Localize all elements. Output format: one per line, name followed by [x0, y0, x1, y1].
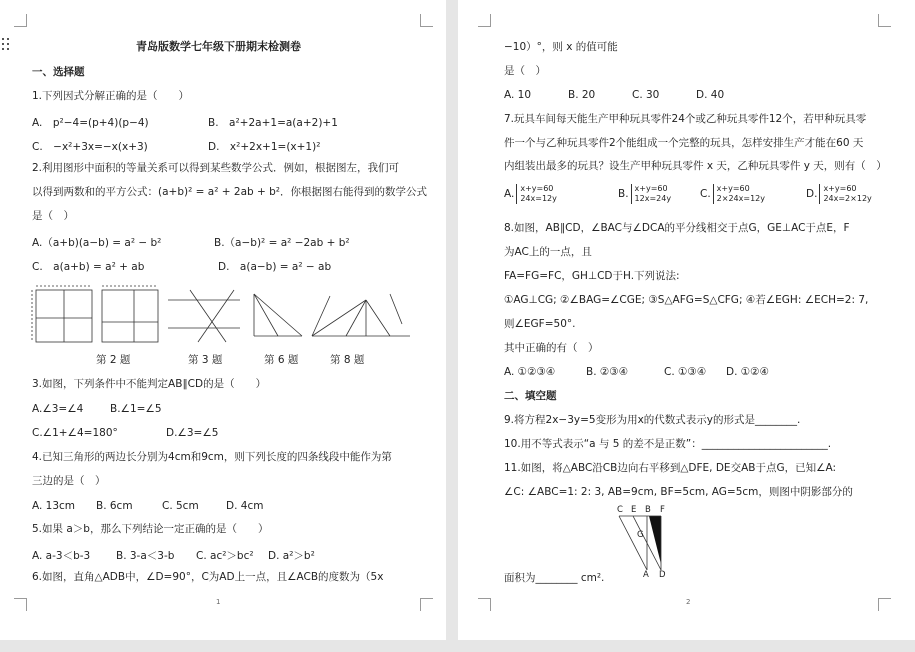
section-heading-fill: 二、填空题: [504, 390, 557, 402]
q7-option-letter: B.: [618, 188, 629, 200]
label-e: E: [631, 505, 637, 515]
label-g: G: [637, 530, 644, 540]
document-page-2: [458, 0, 915, 640]
label-b: B: [645, 505, 651, 515]
q6-option-c: C. 30: [632, 89, 660, 101]
figure-11: [613, 505, 673, 580]
crop-mark: [14, 598, 27, 611]
question-4-line-1: 4.已知三角形的两边长分别为4cm和9cm，则下列长度的四条线段中能作为第: [32, 451, 392, 463]
question-2-line-3: 是（ ）: [32, 210, 74, 222]
q1-option-b: B. a²+2a+1=a(a+2)+1: [208, 117, 338, 129]
q6-option-b: B. 20: [568, 89, 596, 101]
q5-option-b: B. 3-a＜3-b: [116, 550, 175, 562]
q7-eq2: 24x=2×12y: [823, 194, 872, 203]
q7-eq1: x+y=60: [823, 184, 857, 193]
shaded-region: [649, 516, 661, 564]
label-f: F: [660, 505, 665, 515]
q1-option-c: C. −x²+3x=−x(x+3): [32, 141, 148, 153]
q5-option-d: D. a²＞b²: [268, 550, 315, 562]
q7-eq2: 24x=12y: [520, 194, 557, 203]
q7-option-letter: A.: [504, 188, 515, 200]
q3-option-b: B.∠1=∠5: [110, 403, 162, 415]
question-9: 9.将方程2x−3y=5变形为用x的代数式表示y的形式是________.: [504, 414, 801, 426]
q5-option-c: C. ac²＞bc²: [196, 550, 254, 562]
q7-option-letter: C.: [700, 188, 711, 200]
q8-option-c: C. ①③④: [664, 366, 707, 378]
section-heading-choice: 一、选择题: [32, 66, 85, 78]
crop-mark: [420, 14, 433, 27]
q7-option-d: [806, 184, 872, 204]
q7-option-c: [700, 184, 765, 204]
figure-caption-2: 第 2 题: [96, 354, 131, 366]
q7-eq2: 12x=24y: [634, 194, 672, 203]
question-11-line-1: 11.如图，将△ABC沿CB边向右平移到△DFE, DE交AB于点G，已知∠A:: [504, 462, 837, 474]
question-8-line-3: FA=FG=FC，GH⊥CD于H.下列说法:: [504, 270, 680, 282]
q7-option-b: [618, 184, 671, 204]
drag-handle-icon[interactable]: [2, 38, 12, 52]
q2-option-d: D. a(a−b) = a² − ab: [218, 261, 332, 273]
q6-option-d: D. 40: [696, 89, 725, 101]
question-8-line-6: 其中正确的有（ ）: [504, 342, 599, 354]
page-number: 2: [686, 598, 691, 606]
document-page-1: [0, 0, 446, 640]
question-8-line-5: 则∠EGF=50°.: [504, 318, 576, 330]
q7-eq1: x+y=60: [520, 184, 554, 193]
q3-option-c: C.∠1+∠4=180°: [32, 427, 118, 439]
question-11-line-3: 面积为________ cm².: [504, 572, 605, 584]
crop-mark: [878, 598, 891, 611]
q8-option-d: D. ①②④: [726, 366, 769, 378]
question-10: 10.用不等式表示“a 与 5 的差不是正数”：________________________.: [504, 438, 832, 450]
q1-option-a: A. p²−4=(p+4)(p−4): [32, 117, 149, 129]
crop-mark: [478, 14, 491, 27]
figure-2-right: [102, 286, 158, 342]
question-7-line-2: 件一个与乙种玩具零件2个能组成一个完整的玩具，怎样安排生产才能在60 天: [504, 137, 864, 149]
question-3: 3.如图，下列条件中不能判定AB∥CD的是（ ）: [32, 378, 267, 390]
q4-option-a: A. 13cm: [32, 500, 76, 512]
figures-row: [30, 284, 420, 346]
question-7-line-1: 7.玩具车间每天能生产甲种玩具零件24个或乙种玩具零件12个，若甲种玩具零: [504, 113, 867, 125]
question-6-line-1: 6.如图，直角△ADB中，∠D=90°，C为AD上一点，且∠ACB的度数为（5x: [32, 571, 384, 583]
q8-option-a: A. ①②③④: [504, 366, 556, 378]
q7-eq1: x+y=60: [716, 184, 750, 193]
question-4-line-2: 三边的是（ ）: [32, 475, 106, 487]
question-6-continued: −10）°，则 x 的值可能: [504, 41, 618, 53]
q2-option-a: A.（a+b)(a−b) = a² − b²: [32, 237, 162, 249]
crop-mark: [420, 598, 433, 611]
q7-option-a: [504, 184, 557, 204]
figure-3-parallel-lines: [168, 290, 240, 342]
crop-mark: [878, 14, 891, 27]
label-d: D: [659, 570, 666, 580]
q4-option-c: C. 5cm: [162, 500, 199, 512]
crop-mark: [14, 14, 27, 27]
question-5: 5.如果 a＞b，那么下列结论一定正确的是（ ）: [32, 523, 269, 535]
document-title: 青岛版数学七年级下册期末检测卷: [136, 40, 301, 53]
question-7-line-3: 内组装出最多的玩具？设生产甲种玩具零件 x 天，乙种玩具零件 y 天，则有（ ）: [504, 160, 887, 172]
q5-option-a: A. a-3＜b-3: [32, 550, 91, 562]
q7-option-letter: D.: [806, 188, 818, 200]
question-8-line-4: ①AG⊥CG; ②∠BAG=∠CGE; ③S△AFG=S△CFG; ④若∠EGH: ∠ECH=2: 7,: [504, 294, 869, 306]
figure-2-left: [32, 286, 92, 342]
crop-mark: [478, 598, 491, 611]
page-number: 1: [216, 598, 221, 606]
question-2-line-1: 2.利用图形中面积的等量关系可以得到某些数学公式．例如，根据图左，我们可: [32, 162, 400, 174]
q2-option-b: B.（a−b)² = a² −2ab + b²: [214, 237, 350, 249]
figure-caption-3: 第 3 题: [188, 354, 223, 366]
q8-option-b: B. ②③④: [586, 366, 629, 378]
question-8-line-1: 8.如图，AB∥CD，∠BAC与∠DCA的平分线相交于点G，GE⊥AC于点E，F: [504, 222, 850, 234]
q3-option-d: D.∠3=∠5: [166, 427, 219, 439]
q3-option-a: A.∠3=∠4: [32, 403, 84, 415]
figure-8-geometry: [312, 294, 410, 336]
figure-6-right-triangle: [254, 294, 302, 336]
question-6-continued-2: 是（ ）: [504, 65, 546, 77]
figure-caption-8: 第 8 题: [330, 354, 365, 366]
question-2-line-2: 以得到两数和的平方公式：(a+b)² = a² + 2ab + b²．你根据图右能得到的数学公式: [32, 186, 428, 198]
question-1: 1.下列因式分解正确的是（ ）: [32, 90, 190, 102]
question-8-line-2: 为AC上的一点，且: [504, 246, 592, 258]
question-11-line-2: ∠C: ∠ABC=1: 2: 3, AB=9cm, BF=5cm, AG=5cm，则图中阴影部分的: [504, 486, 853, 498]
label-a: A: [643, 570, 649, 580]
q2-option-c: C. a(a+b) = a² + ab: [32, 261, 145, 273]
q4-option-d: D. 4cm: [226, 500, 264, 512]
q7-eq1: x+y=60: [634, 184, 668, 193]
q1-option-d: D. x²+2x+1=(x+1)²: [208, 141, 321, 153]
q7-eq2: 2×24x=12y: [716, 194, 765, 203]
q6-option-a: A. 10: [504, 89, 532, 101]
figure-caption-6: 第 6 题: [264, 354, 299, 366]
q4-option-b: B. 6cm: [96, 500, 133, 512]
label-c: C: [617, 505, 623, 515]
